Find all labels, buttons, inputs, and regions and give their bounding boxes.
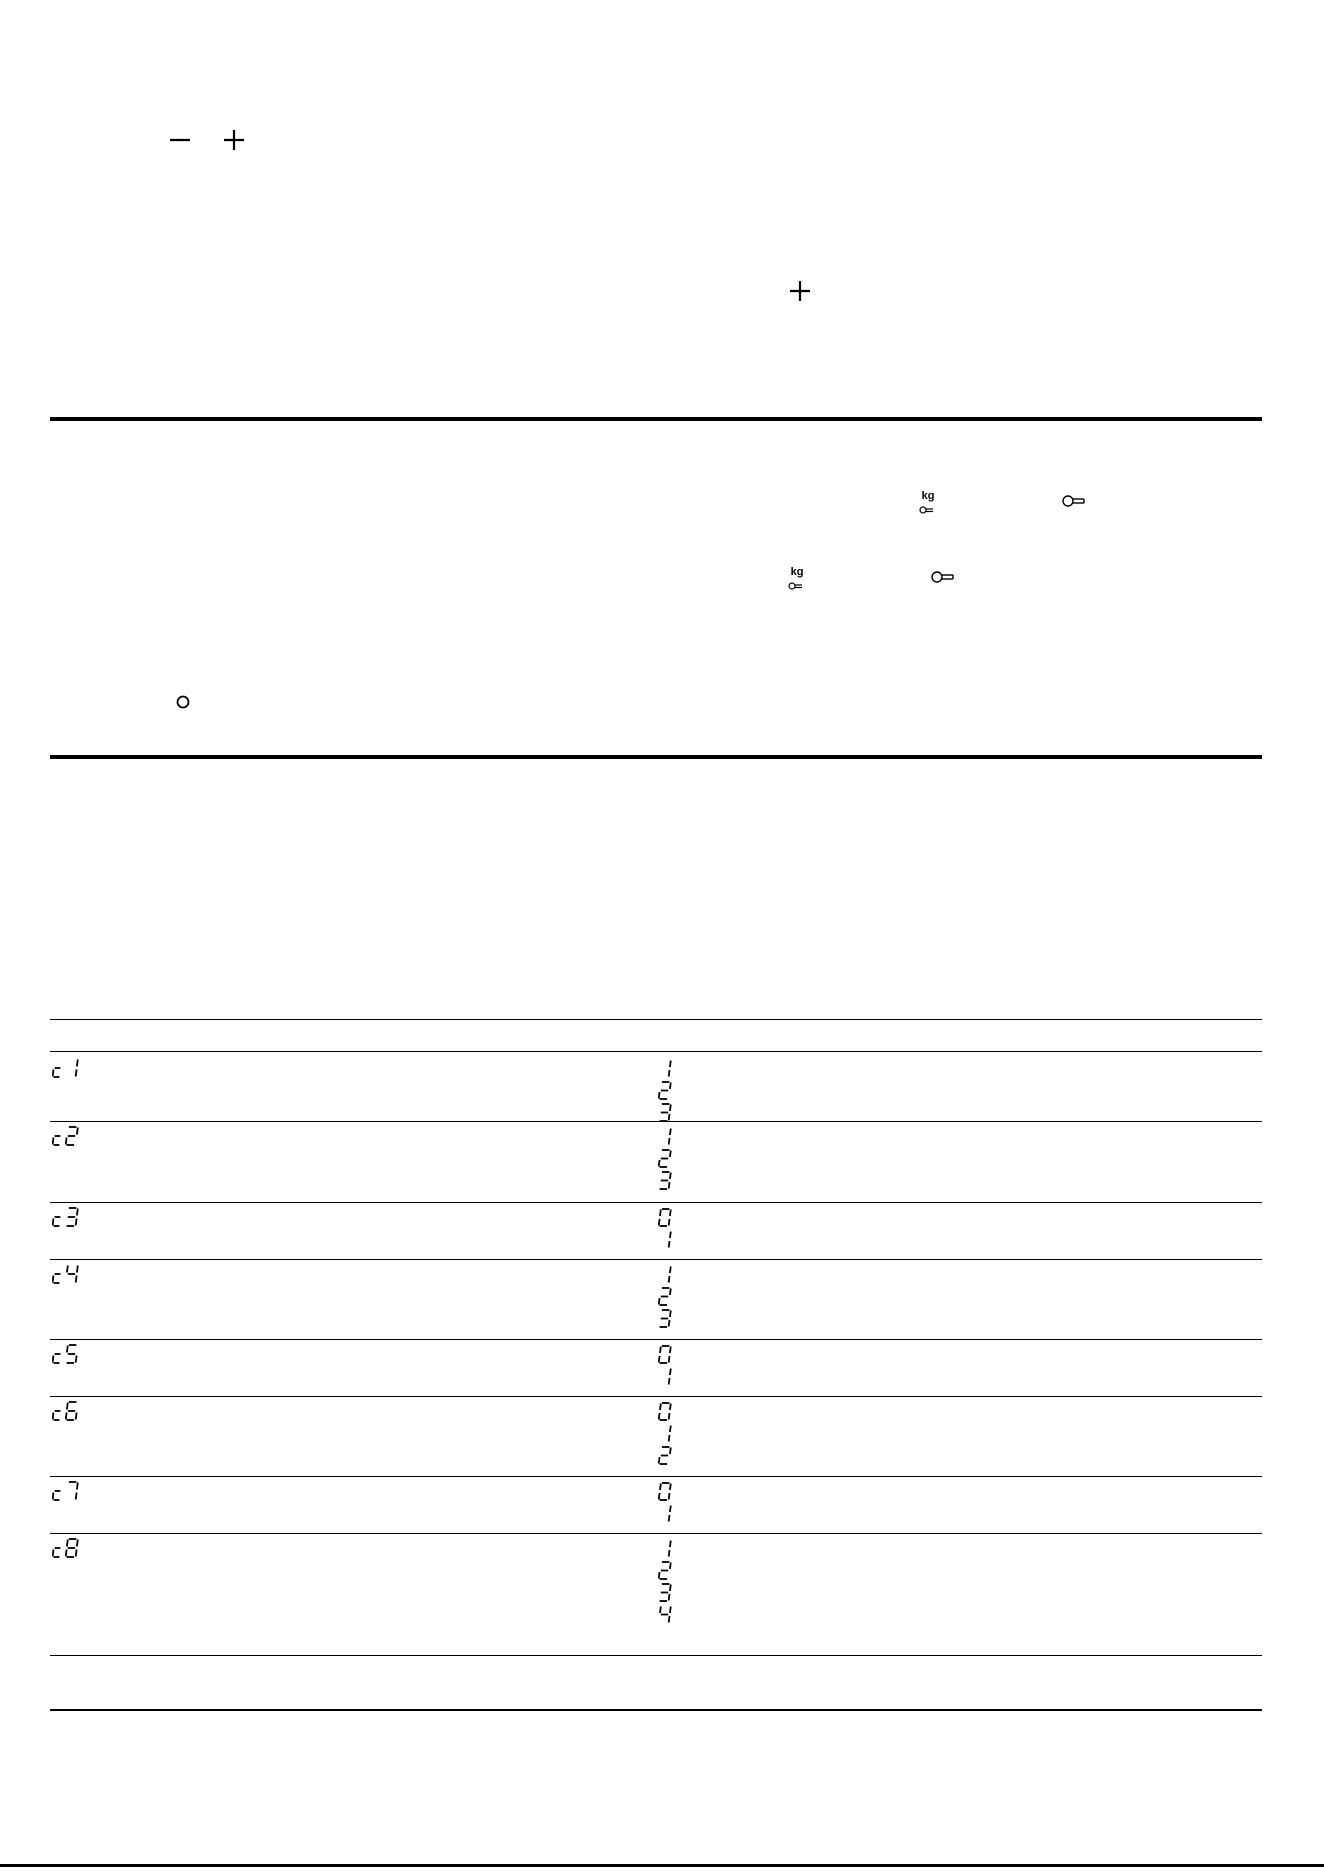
segment-digit bbox=[52, 1207, 64, 1232]
row-divider bbox=[50, 1533, 1262, 1534]
segment-digit bbox=[52, 1538, 64, 1563]
section-divider bbox=[50, 417, 1262, 421]
setting-value bbox=[658, 1208, 672, 1230]
setting-values bbox=[658, 1345, 672, 1389]
setting-values bbox=[658, 1265, 672, 1331]
circle-icon bbox=[175, 694, 191, 710]
plus-icon bbox=[222, 128, 246, 152]
setting-values bbox=[658, 1402, 672, 1468]
setting-value bbox=[658, 1081, 672, 1103]
segment-digit bbox=[65, 1207, 79, 1232]
setting-values bbox=[658, 1127, 672, 1193]
setting-code bbox=[52, 1401, 80, 1426]
row-divider bbox=[50, 1121, 1262, 1122]
minus-icon bbox=[168, 128, 192, 152]
kg-weight-icon-label: kg bbox=[921, 490, 935, 502]
segment-digit bbox=[52, 1126, 64, 1151]
kg-weight-icon bbox=[788, 567, 806, 589]
setting-value bbox=[658, 1265, 672, 1287]
segment-digit bbox=[52, 1344, 64, 1369]
setting-value bbox=[658, 1345, 672, 1367]
section-divider bbox=[50, 755, 1262, 759]
setting-values bbox=[658, 1208, 672, 1252]
setting-value bbox=[658, 1605, 672, 1627]
setting-value bbox=[658, 1539, 672, 1561]
segment-digit bbox=[65, 1058, 79, 1083]
setting-values bbox=[658, 1539, 672, 1627]
setting-code bbox=[52, 1207, 80, 1232]
kg-weight-icon bbox=[919, 491, 937, 513]
setting-code bbox=[52, 1264, 80, 1289]
segment-digit bbox=[65, 1401, 79, 1426]
row-divider bbox=[50, 1339, 1262, 1340]
setting-value bbox=[658, 1287, 672, 1309]
row-divider bbox=[50, 1259, 1262, 1260]
segment-digit bbox=[52, 1264, 64, 1289]
setting-value bbox=[658, 1424, 672, 1446]
row-divider bbox=[50, 1476, 1262, 1477]
segment-digit bbox=[52, 1481, 64, 1506]
segment-digit bbox=[52, 1058, 64, 1083]
row-divider bbox=[50, 1396, 1262, 1397]
table-top-rule bbox=[50, 1019, 1262, 1020]
row-divider bbox=[50, 1202, 1262, 1203]
setting-value bbox=[658, 1149, 672, 1171]
setting-value bbox=[658, 1402, 672, 1424]
setting-code bbox=[52, 1344, 80, 1369]
setting-values bbox=[658, 1059, 672, 1125]
setting-code bbox=[52, 1058, 80, 1083]
segment-digit bbox=[65, 1126, 79, 1151]
segment-digit bbox=[65, 1538, 79, 1563]
setting-value bbox=[658, 1446, 672, 1468]
setting-value bbox=[658, 1230, 672, 1252]
setting-code bbox=[52, 1538, 80, 1563]
setting-value bbox=[658, 1482, 672, 1504]
setting-value bbox=[658, 1309, 672, 1331]
setting-code bbox=[52, 1481, 80, 1506]
setting-value bbox=[658, 1059, 672, 1081]
setting-value bbox=[658, 1583, 672, 1605]
page-edge-line bbox=[0, 1864, 1324, 1867]
meat-probe-icon bbox=[931, 570, 955, 584]
setting-value bbox=[658, 1171, 672, 1193]
plus-icon bbox=[788, 279, 812, 303]
kg-weight-icon-label: kg bbox=[790, 566, 804, 578]
setting-value bbox=[658, 1127, 672, 1149]
setting-code bbox=[52, 1126, 80, 1151]
segment-digit bbox=[65, 1264, 79, 1289]
table-end-rule bbox=[50, 1655, 1262, 1656]
table-header-rule bbox=[50, 1051, 1262, 1052]
setting-value bbox=[658, 1504, 672, 1526]
setting-values bbox=[658, 1482, 672, 1526]
setting-value bbox=[658, 1367, 672, 1389]
meat-probe-icon bbox=[1062, 494, 1086, 508]
segment-digit bbox=[65, 1481, 79, 1506]
table-bottom-rule bbox=[50, 1709, 1262, 1711]
segment-digit bbox=[65, 1344, 79, 1369]
segment-digit bbox=[52, 1401, 64, 1426]
setting-value bbox=[658, 1561, 672, 1583]
